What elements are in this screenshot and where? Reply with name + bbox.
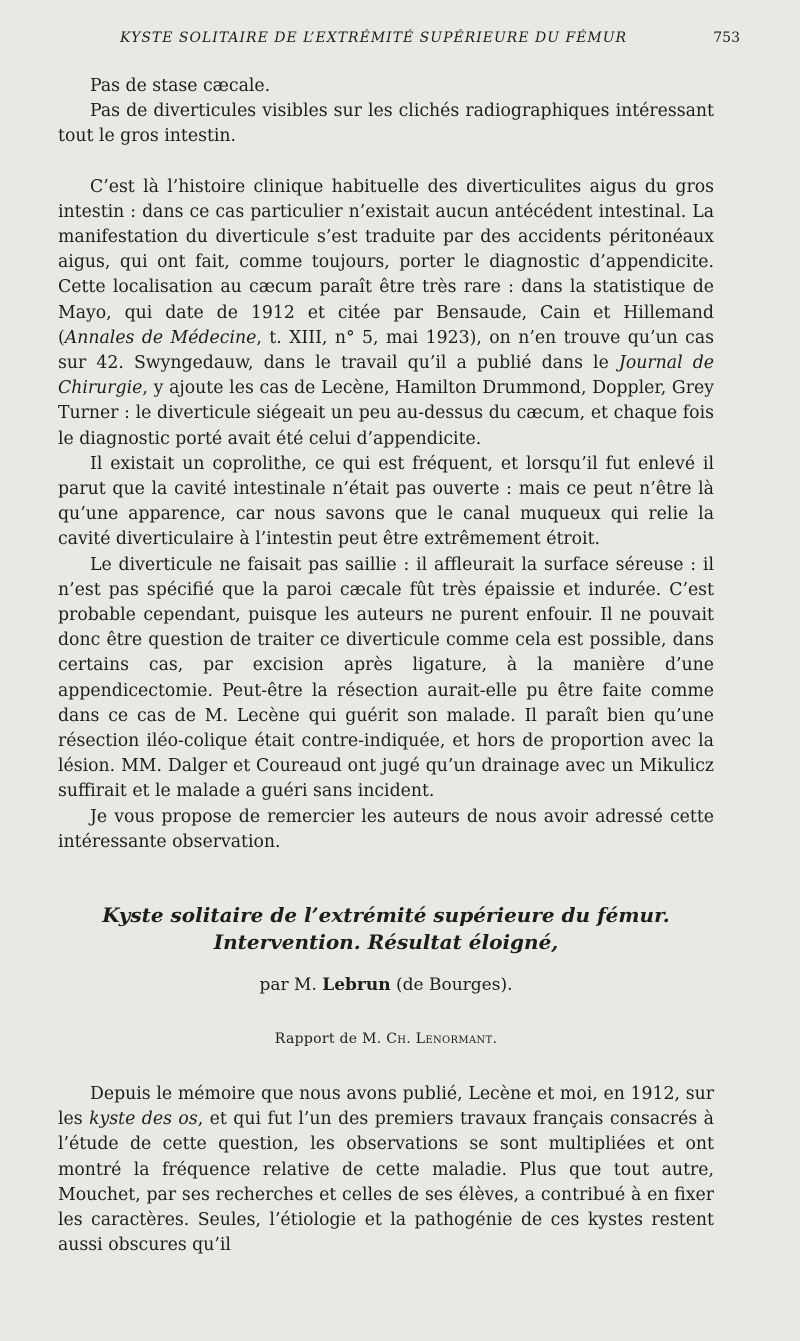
paragraph: Le diverticule ne faisait pas saillie : il affleurait la surface séreuse : il n’est pas spécifié que la paroi cæcale fût très épaissie et indurée. C’est probable cependant, puisque les auteurs ne purent enfouir. Il ne pouvait donc être question de traiter ce diverticule comme cela est possible, dans certains cas, par excision après ligature, à la manière d’une appendicectomie. Peut-être la résection aurait-elle pu être faite comme dans ce cas de M. Lecène qui guérit son malade. Il paraît bien qu’une résection iléo-colique était contre-indiquée, et hors de proportion avec la lésion. MM. Dalger et Coureaud ont jugé qu’un drainage avec un Mikulicz suffirait et le malade a guéri sans incident. [58,554,714,802]
paragraph: Depuis le mémoire que nous avons publié, Lecène et moi, en 1912, sur les kyste des os, et qui fut l’un des premiers travaux français consacrés à l’étude de cette question, les observations se sont multipliées et ont montré la fréquence relative de cette maladie. Plus que tout autre, Mouchet, par ses recherches et celles de ses élèves, a contribué à en fixer les caractères. Seules, l’étiologie et la pathogénie de ces kystes restent aussi obscures qu’il [58,1084,714,1256]
previous-report-text [58,74,714,855]
emphasis: kyste des os [89,1109,198,1130]
paragraph: Pas de diverticules visibles sur les clichés radiographiques intéressant tout le gros intestin. [58,101,714,147]
reporter-name: Ch. Lenormant. [386,1031,498,1047]
paragraph: Pas de stase cæcale. [90,76,271,96]
paragraph: C’est là l’histoire clinique habituelle des diverticulites aigus du gros intestin : dans ce cas particulier n’existait aucun antécédent intestinal. La manifestation du diverticule s’est traduite par des accidents péritonéaux aigus, qui ont fait, comme toujours, porter le diagnostic d’appendicite. Cette localisation au cæcum paraît être très rare : dans la statistique de Mayo, qui date de 1912 et citée par Bensaude, Cain et Hillemand (Annales de Médecine, t. XIII, n° 5, mai 1923), on n’en trouve qu’un cas sur 42. Swyngedauw, dans le travail qu’il a publié dans le Journal de Chirurgie, y ajoute les cas de Lecène, Hamilton Drummond, Doppler, Grey Turner : le diverticule siégeait un peu au-dessus du cæcum, et chaque fois le diagnostic porté avait été celui d’appendicite. [58,176,715,449]
article-title-line: Kyste solitaire de l’extrémité supérieure du fémur. [102,903,670,927]
page-number: 753 [713,30,740,46]
article-body [58,1082,714,1258]
paragraph: Il existait un coprolithe, ce qui est fréquent, et lorsqu’il fut enlevé il parut que la cavité intestinale n’était pas ouverte : mais ce peut n’être là qu’une apparence, car nous savons que le canal muqueux qui relie la cavité diverticulaire à l’intestin peut être extrêmement étroit. [58,453,714,550]
running-header [120,30,740,46]
report-attribution: Rapport de M. Ch. Lenormant. [274,1031,498,1047]
article-byline: par M. Lebrun (de Bourges). [259,975,513,995]
paragraph: Je vous propose de remercier les auteurs de nous avoir adressé cette intéressante observation. [58,806,714,852]
article-title-line: Intervention. Résultat éloigné, [213,930,559,954]
journal-title: Journal de Chirurgie [58,353,715,399]
journal-title: Annales de Médecine [64,327,257,348]
article-title [58,902,714,956]
author-name: Lebrun [322,975,391,995]
running-title: KYSTE SOLITAIRE DE L’EXTRÉMITÉ SUPÉRIEURE DU FÉMUR [120,30,628,46]
